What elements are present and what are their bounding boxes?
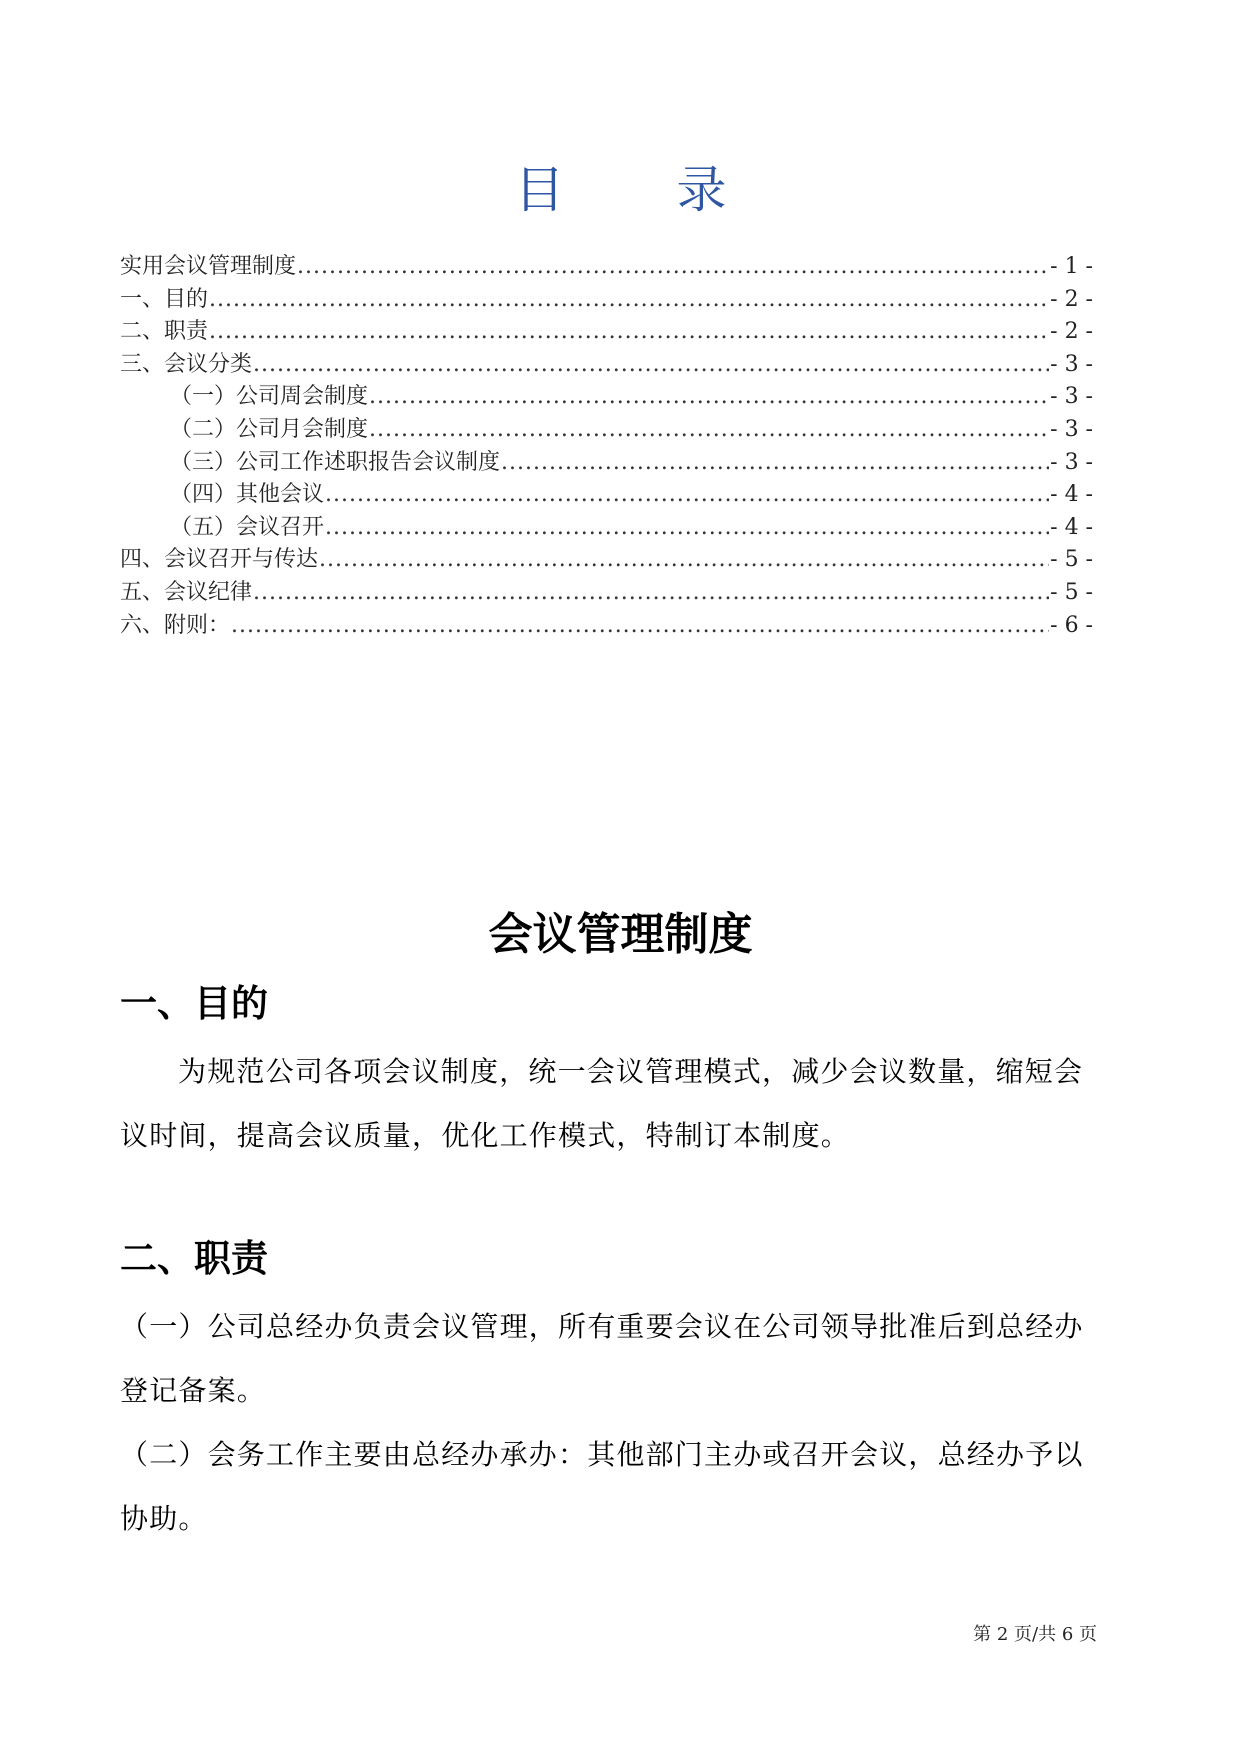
toc-entry-text: 二、职责 [120,319,209,345]
document-title: 会议管理制度 [488,909,753,960]
toc-entry-page: - 4 - [1050,482,1093,508]
toc-leader-dots [231,610,1049,643]
toc-entry[interactable] [120,284,1093,317]
toc-entry-page: - 3 - [1050,384,1093,410]
toc-entry[interactable] [120,577,1093,610]
toc-entry-page: - 5 - [1050,547,1093,573]
table-of-contents [120,251,1093,642]
toc-leader-dots [325,479,1049,512]
toc-leader-dots [253,577,1049,610]
toc-leader-dots [501,447,1049,480]
page-number: 第 2 页/共 6 页 [973,1624,1097,1645]
toc-entry[interactable] [120,544,1093,577]
toc-entry-text: 六、附则： [120,612,231,638]
toc-leader-dots [325,512,1049,545]
responsibility-item: （一）公司总经办负责会议管理，所有重要会议在公司领导批准后到总经办登记备案。 [120,1310,1084,1407]
toc-entry-page: - 3 - [1050,449,1093,475]
responsibility-item: （二）会务工作主要由总经办承办：其他部门主办或召开会议，总经办予以协助。 [120,1438,1084,1535]
toc-leader-dots [297,251,1049,284]
section-paragraph-purpose: 为规范公司各项会议制度，统一会议管理模式，减少会议数量，缩短会议时间，提高会议质量，优化工作模式，特制订本制度。 [120,1055,1084,1152]
toc-leader-dots [253,349,1049,382]
toc-entry[interactable] [120,447,1093,480]
toc-entry[interactable] [120,316,1093,349]
toc-leader-dots [369,381,1049,414]
toc-entry-text: （三）公司工作述职报告会议制度 [170,449,501,475]
toc-entry-text: 五、会议纪律 [120,579,253,605]
toc-entry-text: 三、会议分类 [120,351,253,377]
toc-entry[interactable] [120,251,1093,284]
toc-leader-dots [319,544,1049,577]
toc-entry-text: （二）公司月会制度 [170,416,369,442]
toc-entry-text: 四、会议召开与传达 [120,547,319,573]
toc-entry-page: - 3 - [1050,416,1093,442]
toc-title: 目 录 [514,161,775,219]
toc-entry-text: 一、目的 [120,286,209,312]
toc-entry-text: （四）其他会议 [170,482,325,508]
toc-entry-text: （一）公司周会制度 [170,384,369,410]
toc-entry[interactable] [120,349,1093,382]
toc-leader-dots [209,316,1049,349]
toc-entry-page: - 4 - [1050,514,1093,540]
toc-entry-page: - 1 - [1050,254,1093,279]
toc-leader-dots [209,284,1049,317]
toc-entry-text: 实用会议管理制度 [120,254,297,279]
toc-entry-page: - 3 - [1050,351,1093,377]
toc-entry[interactable] [120,381,1093,414]
toc-entry-text: （五）会议召开 [170,514,325,540]
toc-entry-page: - 5 - [1050,579,1093,605]
toc-entry-page: - 2 - [1050,286,1093,312]
toc-entry[interactable] [120,512,1093,545]
toc-entry[interactable] [120,414,1093,447]
section-heading-purpose: 一、目的 [120,981,268,1025]
section-heading-responsibilities: 二、职责 [120,1236,268,1280]
toc-entry[interactable] [120,479,1093,512]
toc-entry-page: - 2 - [1050,319,1093,345]
toc-entry[interactable] [120,610,1093,643]
toc-leader-dots [369,414,1049,447]
toc-entry-page: - 6 - [1050,612,1093,638]
